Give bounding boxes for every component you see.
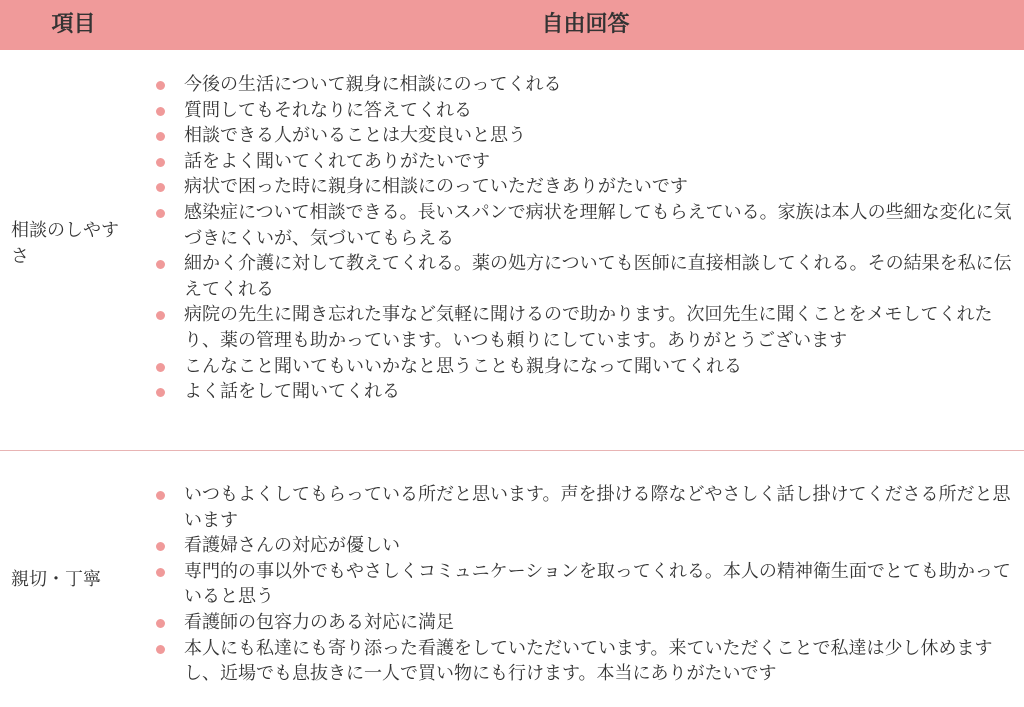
bullet-icon — [156, 388, 165, 397]
answer-text: 看護師の包容力のある対応に満足 — [184, 611, 454, 633]
answer-text: 看護婦さんの対応が優しい — [184, 535, 400, 557]
bullet-icon — [156, 81, 165, 90]
answer-text: 専門的の事以外でもやさしくコミュニケーションを取ってくれる。本人の精神衛生面でとても助かっていると思う — [184, 560, 1011, 608]
bullet-icon — [156, 491, 165, 500]
table-row-consultation — [0, 50, 1024, 451]
bullet-icon — [156, 158, 165, 167]
bullet-icon — [156, 107, 165, 116]
answer-item — [155, 174, 1015, 200]
bullet-icon — [156, 260, 165, 269]
answer-text: 質問してもそれなりに答えてくれる — [184, 99, 472, 121]
answer-item — [155, 149, 1015, 175]
bullet-icon — [156, 363, 165, 372]
answer-text: よく話をして聞いてくれる — [184, 381, 400, 403]
category-label: 相談のしやすさ — [11, 220, 119, 267]
answer-item — [155, 251, 1015, 302]
answer-text: 細かく介護に対して教えてくれる。薬の処方についても医師に直接相談してくれる。その結果を私に伝えてくれる — [184, 253, 1012, 300]
header-item-column: 項目 — [51, 12, 96, 37]
answer-item — [155, 559, 1015, 610]
answer-text: 話をよく聞いてくれてありがたいです — [184, 150, 490, 172]
answer-text: 本人にも私達にも寄り添った看護をしていただいています。来ていただくことで私達は少し休めますし、近場でも息抜きに一人で買い物にも行けます。本当にありがたいです — [184, 637, 993, 685]
answer-item — [155, 98, 1015, 124]
answer-text: 病状で困った時に親身に相談にのっていただきありがたいです — [184, 176, 688, 198]
table-header — [0, 0, 1024, 50]
bullet-icon — [156, 209, 165, 218]
bullet-icon — [156, 645, 165, 654]
answer-text: こんなこと聞いてもいいかなと思うことも親身になって聞いてくれる — [184, 355, 742, 377]
answer-list — [155, 72, 1015, 405]
answer-item — [155, 123, 1015, 149]
category-label: 親切・丁寧 — [11, 569, 101, 590]
answer-item — [155, 379, 1015, 405]
answer-item — [155, 354, 1015, 380]
answer-item — [155, 636, 1015, 687]
answer-item — [155, 482, 1015, 533]
bullet-icon — [156, 568, 165, 577]
bullet-icon — [156, 183, 165, 192]
answer-text: 相談できる人がいることは大変良いと思う — [184, 125, 526, 147]
answer-item — [155, 72, 1015, 98]
bullet-icon — [156, 311, 165, 320]
answer-item — [155, 533, 1015, 559]
answer-item — [155, 200, 1015, 251]
header-answer-column: 自由回答 — [541, 12, 630, 37]
answer-item — [155, 302, 1015, 353]
answer-item — [155, 610, 1015, 636]
bullet-icon — [156, 542, 165, 551]
table-row-kindness — [0, 451, 1024, 707]
bullet-icon — [156, 619, 165, 628]
bullet-icon — [156, 132, 165, 141]
answer-text: いつもよくしてもらっている所だと思います。声を掛ける際などやさしく話し掛けてくださる所だと思います — [184, 484, 1011, 531]
answer-text: 病院の先生に聞き忘れた事など気軽に聞けるので助かります。次回先生に聞くことをメモしてくれたり、薬の管理も助かっています。いつも頼りにしています。ありがとうございます — [184, 304, 993, 351]
answer-text: 今後の生活について親身に相談にのってくれる — [184, 74, 562, 95]
answer-list — [155, 482, 1015, 687]
answer-text: 感染症について相談できる。長いスパンで病状を理解してもらえている。家族は本人の些細な変化に気づきにくいが、気づいてもらえる — [184, 201, 1012, 249]
